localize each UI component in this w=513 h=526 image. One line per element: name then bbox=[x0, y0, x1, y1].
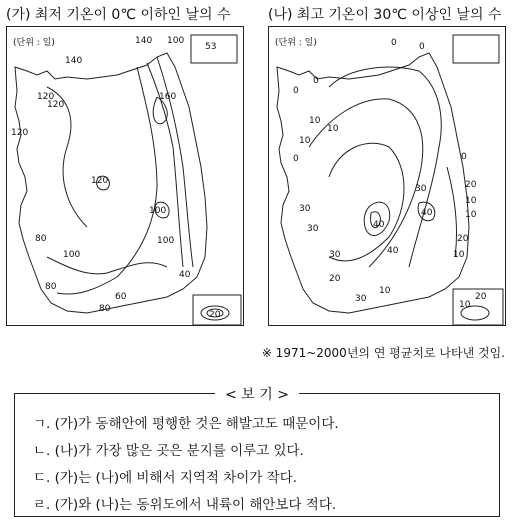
coastline bbox=[277, 53, 469, 313]
bogi-item-3: ㄷ. (가)는 (나)에 비해서 지역적 차이가 작다. bbox=[33, 470, 298, 486]
inset-box bbox=[453, 35, 499, 63]
map-b-panel bbox=[268, 26, 506, 326]
isoline bbox=[329, 67, 441, 267]
isoline-label: 100 bbox=[63, 250, 81, 260]
map-a-unit: (단위 : 일) bbox=[13, 38, 55, 48]
map-b-unit: (단위 : 일) bbox=[275, 38, 317, 48]
isoline-label: 10 bbox=[459, 300, 471, 310]
isoline bbox=[329, 143, 404, 261]
isoline-label: 100 bbox=[157, 236, 175, 246]
isoline-label: 20 bbox=[475, 292, 487, 302]
isoline-label: 40 bbox=[387, 246, 399, 256]
isoline-label: 30 bbox=[299, 204, 311, 214]
isoline-label: 0 bbox=[293, 86, 299, 96]
map-b-svg bbox=[269, 27, 507, 327]
isoline-label: 40 bbox=[421, 208, 433, 218]
isoline-label: 20 bbox=[457, 234, 469, 244]
isoline-label: 120 bbox=[91, 176, 109, 186]
isoline bbox=[447, 167, 457, 257]
isoline-label: 53 bbox=[205, 42, 217, 52]
isoline-label: 60 bbox=[115, 292, 127, 302]
isoline-label: 10 bbox=[299, 136, 311, 146]
isoline-label: 80 bbox=[99, 304, 111, 314]
isoline-label: 40 bbox=[373, 220, 385, 230]
bogi-item-2: ㄴ. (나)가 가장 많은 곳은 분지를 이루고 있다. bbox=[33, 443, 304, 459]
isoline-label: 120 bbox=[11, 128, 29, 138]
footnote: ※ 1971~2000년의 연 평균치로 나타낸 것임. bbox=[261, 346, 505, 360]
isoline-label: 30 bbox=[355, 294, 367, 304]
isoline-label: 0 bbox=[391, 38, 397, 48]
isoline-label: 30 bbox=[307, 224, 319, 234]
isoline-label: 0 bbox=[461, 152, 467, 162]
isoline-label: 30 bbox=[415, 184, 427, 194]
isoline-label: 40 bbox=[179, 270, 191, 280]
isoline-label: 10 bbox=[379, 286, 391, 296]
map-b-title: (나) 최고 기온이 30℃ 이상인 날의 수 bbox=[268, 7, 502, 23]
bogi-title: < 보 기 > bbox=[215, 384, 299, 404]
isoline-label: 10 bbox=[453, 250, 465, 260]
isoline-label: 30 bbox=[329, 250, 341, 260]
isoline-label: 160 bbox=[159, 92, 177, 102]
map-a-panel bbox=[6, 26, 244, 326]
isoline-label: 120 bbox=[47, 100, 65, 110]
map-a-title: (가) 최저 기온이 0℃ 이하인 날의 수 bbox=[6, 7, 231, 23]
bogi-box bbox=[14, 387, 500, 517]
bogi-item-1: ㄱ. (가)가 동해안에 평행한 것은 해발고도 때문이다. bbox=[33, 416, 339, 432]
isoline-label: 20 bbox=[209, 310, 221, 320]
isoline-label: 20 bbox=[329, 274, 341, 284]
isoline-label: 80 bbox=[35, 234, 47, 244]
isoline-label: 120 bbox=[37, 92, 55, 102]
isoline-label: 140 bbox=[135, 36, 153, 46]
isoline-label: 10 bbox=[465, 196, 477, 206]
isoline-label: 0 bbox=[313, 76, 319, 86]
isoline-label: 10 bbox=[465, 210, 477, 220]
isoline-label: 10 bbox=[327, 124, 339, 134]
isoline-label: 0 bbox=[293, 154, 299, 164]
isoline-label: 100 bbox=[149, 206, 167, 216]
bogi-item-4: ㄹ. (가)와 (나)는 동위도에서 내륙이 해안보다 적다. bbox=[33, 497, 337, 513]
isoline-label: 140 bbox=[65, 56, 83, 66]
isoline-label: 20 bbox=[465, 180, 477, 190]
isoline-label: 100 bbox=[167, 36, 185, 46]
isoline-label: 0 bbox=[419, 42, 425, 52]
isoline-label: 80 bbox=[45, 282, 57, 292]
isoline-label: 10 bbox=[309, 116, 321, 126]
isoline bbox=[364, 202, 389, 235]
map-a-svg bbox=[7, 27, 245, 327]
